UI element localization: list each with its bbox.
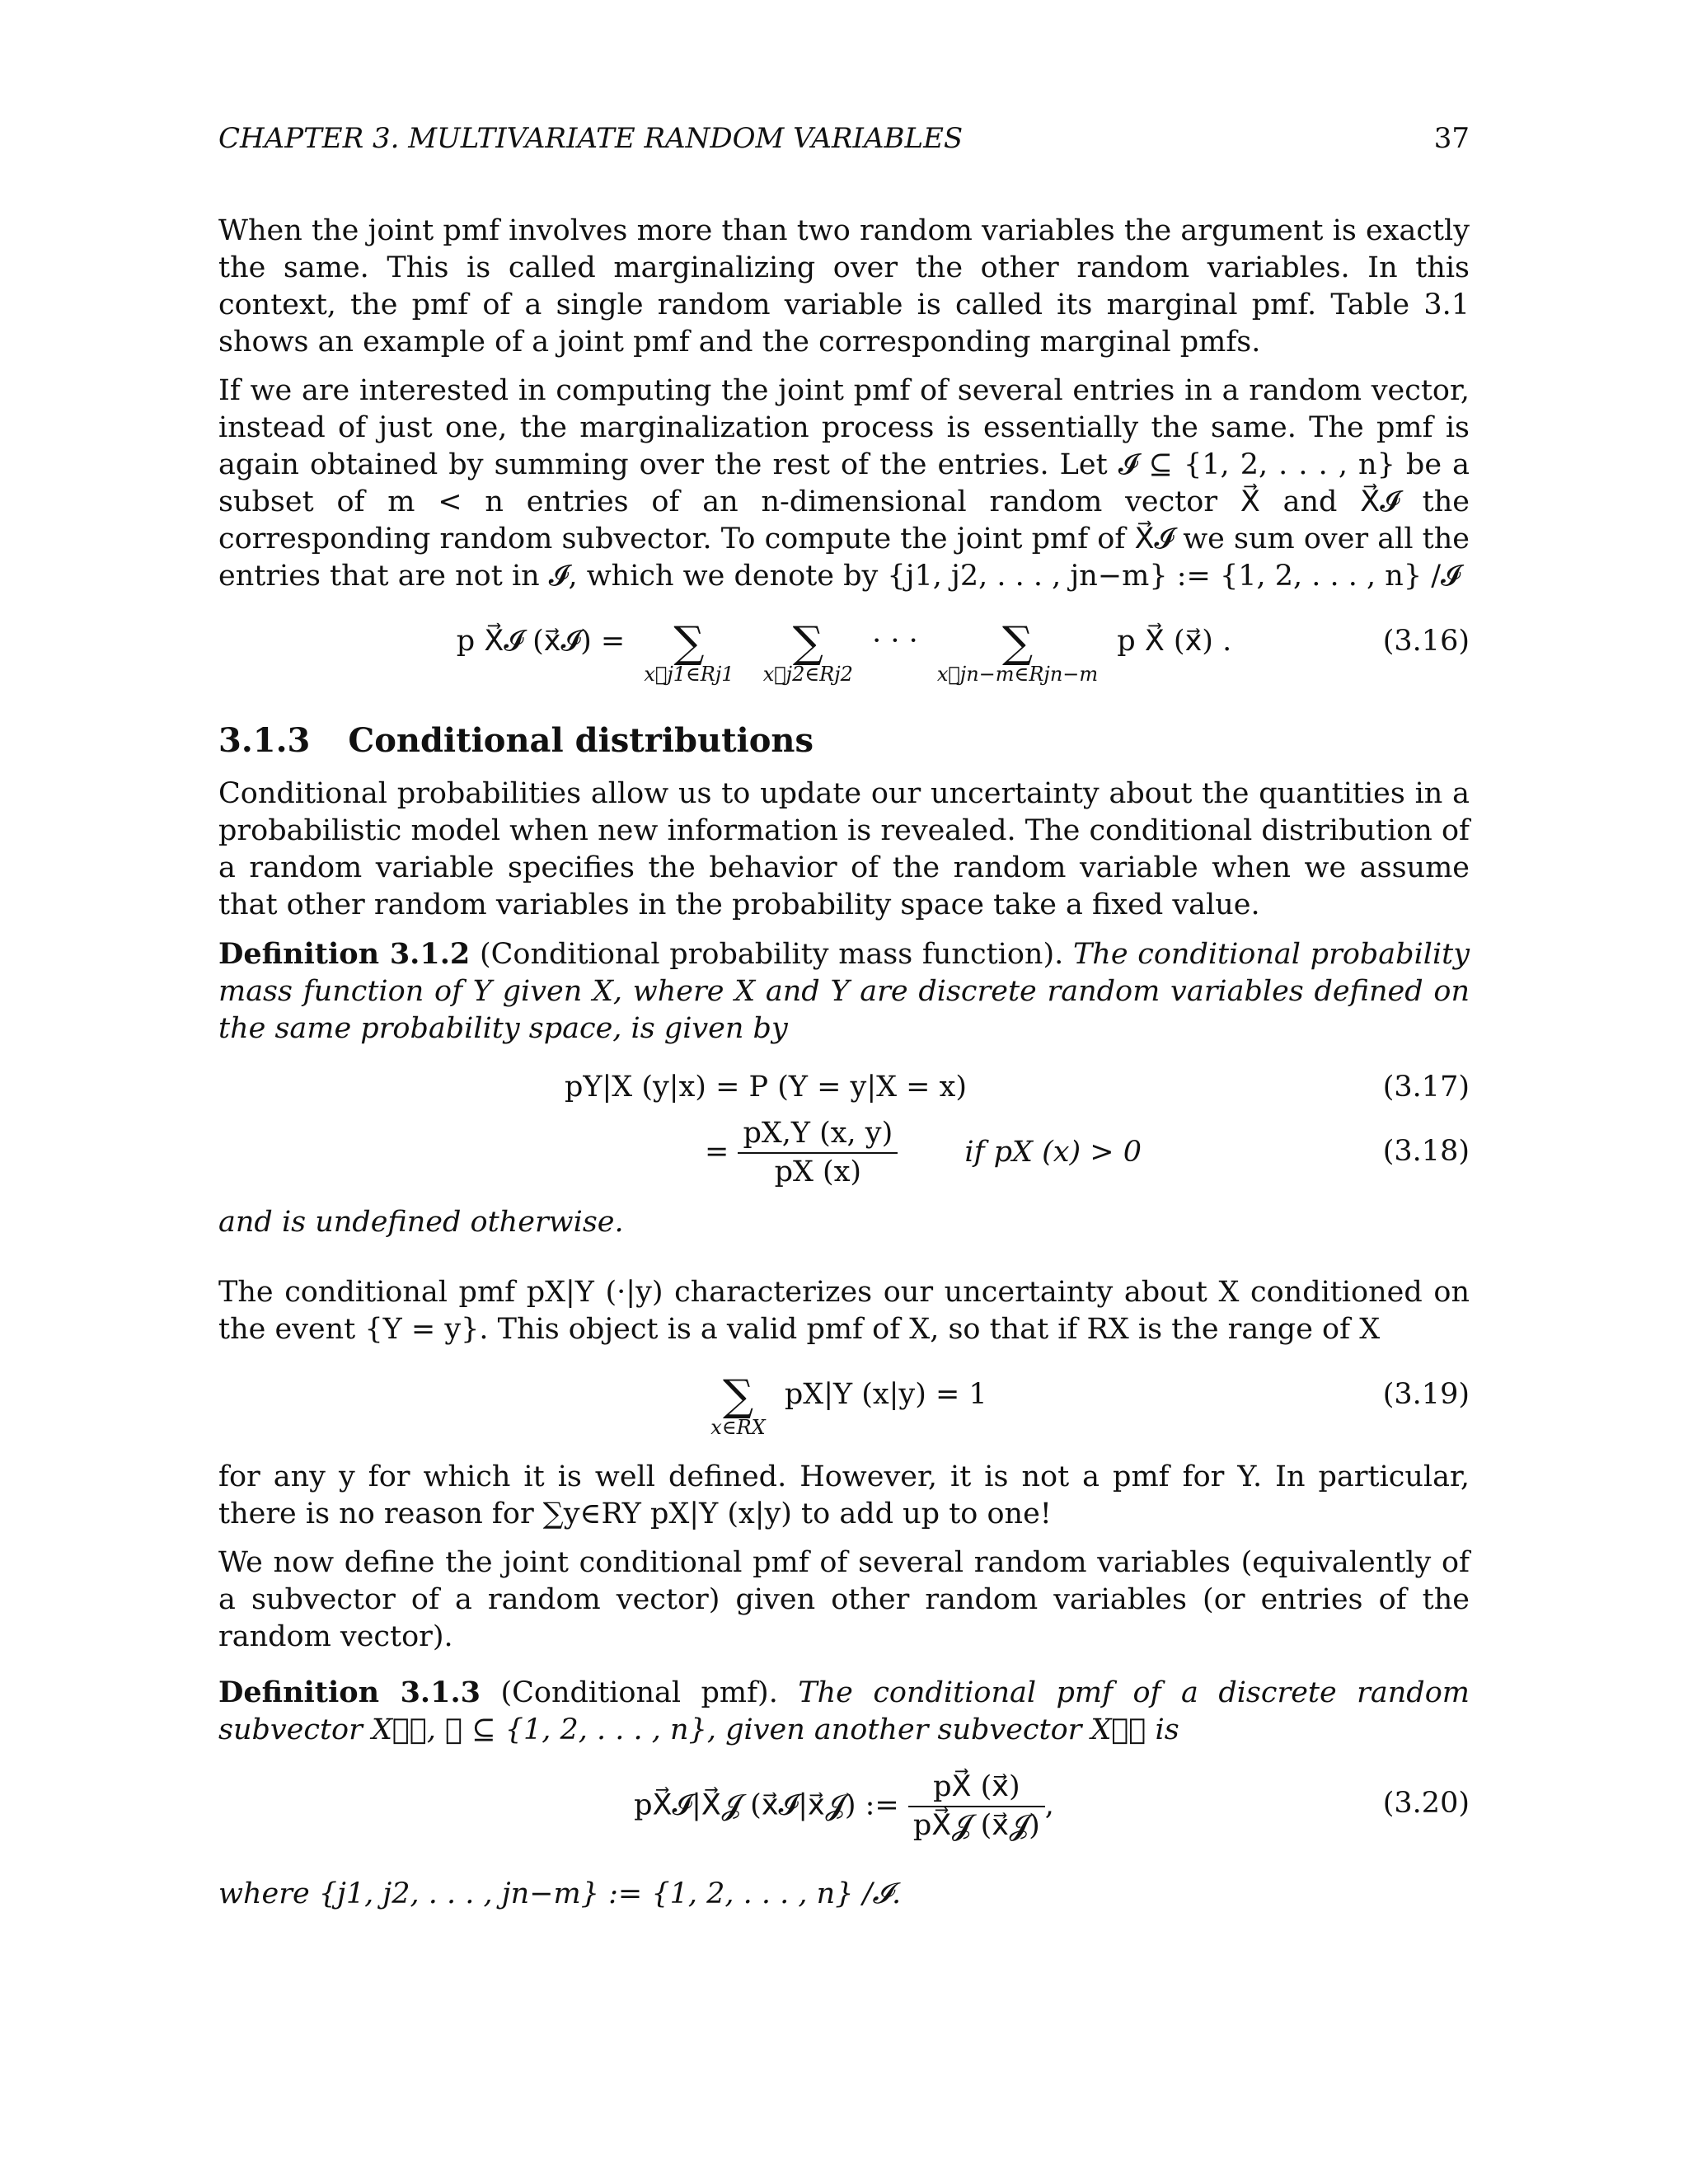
equation-3-19: ∑ x∈RX pX|Y (x|y) = 1 (3.19) [710, 1371, 1470, 1439]
definition-3-1-3: Definition 3.1.3 (Conditional pmf). The conditional pmf of a discrete random subvector X⃗𝓘, 𝓘 ⊆ {1, 2, . . . , n}, given another subvector X⃗𝓙 is [218, 1675, 1470, 1746]
chapter-title: CHAPTER 3. MULTIVARIATE RANDOM VARIABLES [218, 122, 964, 155]
sum-2: ∑ x⃗j2∈Rj2 [762, 618, 853, 686]
paragraph-5: for any y for which it is well defined. However, it is not a pmf for Y. In particular, there is no reason for ∑y∈RY pX|Y (x|y) to add up to one! [218, 1460, 1470, 1530]
eq316-lhs: p X⃗𝓘 (x⃗𝓘) = [456, 625, 626, 658]
eq-tag: (3.16) [1382, 625, 1470, 658]
page-number: 37 [1433, 122, 1470, 155]
sum-3: ∑ x⃗jn−m∈Rjn−m [936, 618, 1099, 686]
definition-3-1-2: Definition 3.1.2 (Conditional probability mass function). The conditional probability mass function of Y given X, where X and Y are discrete random variables defined on the same probability space, is given by [218, 937, 1470, 1045]
eq316-rhs: p X⃗ (x⃗) . [1117, 625, 1232, 658]
equation-3-16: p X⃗𝓘 (x⃗𝓘) = ∑ x⃗j1∈Rj1 ∑ x⃗j2∈Rj2 · · · ∑ x⃗jn−m∈Rjn−m p X⃗ (x⃗) . (3.16) [456, 618, 1470, 686]
sum-1: ∑ x⃗j1∈Rj1 [644, 618, 734, 686]
content [218, 213, 1470, 1924]
paragraph-4: The conditional pmf pX|Y (·|y) characterizes our uncertainty about X conditioned on the event {Y = y}. This object is a valid pmf of X, so that if RX is the range of X [218, 1276, 1470, 1346]
where-clause: where {j1, j2, . . . , jn−m} := {1, 2, . . . , n} /𝓘. [218, 1877, 902, 1910]
section-heading: 3.1.3 Conditional distributions [218, 721, 814, 760]
paragraph-3: Conditional probabilities allow us to update our uncertainty about the quantities in a probabilistic model when new information is revealed. The conditional distribution of a random variable specifies the behavior of the random variable when we assume that other random variables in the probability space take a fixed value. [218, 777, 1470, 921]
paragraph-2: If we are interested in computing the joint pmf of several entries in a random vector, instead of just one, the marginalization process is essentially the same. The pmf is again obtained by summing over the rest of the entries. Let 𝓘 ⊆ {1, 2, . . . , n} be a subset of m < n entries of an n-dimensional random vector X⃗ and X⃗𝓘 the corresponding random subvector. To compute the joint pmf of X⃗𝓘 we sum over all the entries that are not in 𝓘, which we denote by {j1, j2, . . . , jn−m} := {1, 2, . . . , n} /𝓘 [218, 374, 1470, 593]
equation-3-18: = $\frac{pX,Y (x, y)}{pX (x)}$ if pX (x) > 0 (3.18) [705, 1117, 1470, 1188]
paragraph-6: We now define the joint conditional pmf of several random variables (equivalently of a subvector of a random vector) given other random variables (or entries of the random vector). [218, 1546, 1470, 1653]
paragraph-1: When the joint pmf involves more than two random variables the argument is exactly the same. This is called marginalizing over the other random variables. In this context, the pmf of a single random variable is called its marginal pmf. Table 3.1 shows an example of a joint pmf and the corresponding marginal pmfs. [218, 214, 1470, 359]
running-header [218, 122, 1470, 163]
undefined-note: and is undefined otherwise. [218, 1206, 624, 1239]
equation-3-20: pX⃗𝓘|X⃗𝓙 (x⃗𝓘|x⃗𝓙) := $\frac{pX⃗ (x⃗)}{\text{pX⃗𝓙 (x⃗𝓙)}}$ , (3.20) [634, 1770, 1470, 1842]
equation-3-17: pY|X (y|x) = P (Y = y|X = x) (3.17) [565, 1071, 1470, 1104]
